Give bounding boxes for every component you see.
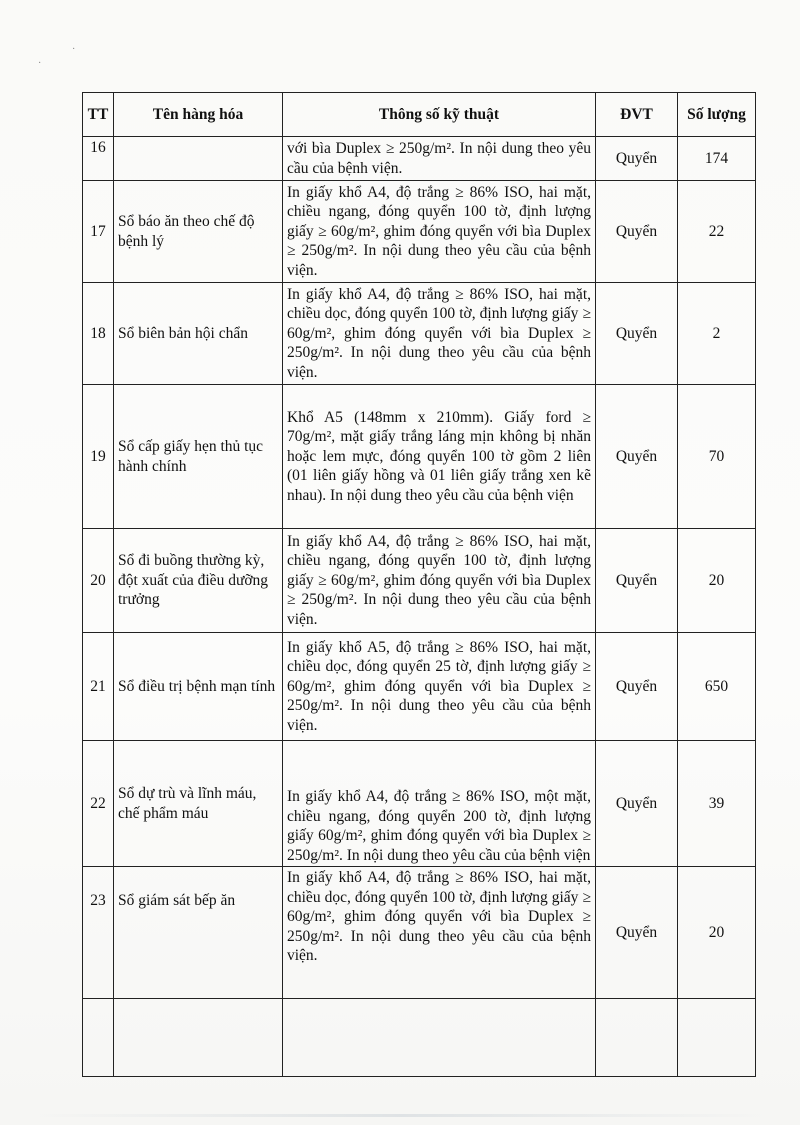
item-qty: 22	[678, 181, 756, 283]
header-qty: Số lượng	[678, 93, 756, 137]
table-row-empty	[83, 999, 756, 1077]
item-unit: Quyển	[596, 867, 678, 999]
item-name: Sổ giám sát bếp ăn	[114, 867, 283, 999]
row-number: 19	[83, 385, 114, 529]
row-number: 23	[83, 867, 114, 999]
item-unit: Quyển	[596, 529, 678, 633]
row-number: 22	[83, 741, 114, 867]
scan-speck: ·	[72, 44, 76, 55]
item-spec: Khổ A5 (148mm x 210mm). Giấy ford ≥ 70g/m², mặt giấy trắng láng mịn không bị nhăn hoặc lem mực, đóng quyển 100 tờ gồm 2 liên (01 liên giấy hồng và 01 liên giấy trắng xen kẽ nhau). In nội dung theo yêu cầu của bệnh viện	[283, 385, 596, 529]
specification-table	[82, 92, 756, 1077]
item-qty	[678, 999, 756, 1077]
row-number: 18	[83, 283, 114, 385]
table-row	[83, 385, 756, 529]
item-name: Sổ dự trù và lĩnh máu, chế phẩm máu	[114, 741, 283, 867]
row-number: 17	[83, 181, 114, 283]
row-number: 16	[83, 137, 114, 181]
table-row	[83, 529, 756, 633]
item-qty: 70	[678, 385, 756, 529]
table-row	[83, 181, 756, 283]
item-name: Sổ biên bản hội chẩn	[114, 283, 283, 385]
table-row	[83, 283, 756, 385]
scan-speck: ·	[38, 58, 42, 69]
item-spec: In giấy khổ A4, độ trắng ≥ 86% ISO, hai mặt, chiều ngang, đóng quyển 100 tờ, định lượng giấy ≥ 60g/m², ghim đóng quyển với bìa Duplex ≥ 250g/m². In nội dung theo yêu cầu của bệnh viện.	[283, 181, 596, 283]
item-name	[114, 999, 283, 1077]
header-name: Tên hàng hóa	[114, 93, 283, 137]
item-unit	[596, 999, 678, 1077]
item-spec: In giấy khổ A4, độ trắng ≥ 86% ISO, hai mặt, chiều dọc, đóng quyển 100 tờ, định lượng giấy ≥ 60g/m², ghim đóng quyển với bìa Duplex ≥ 250g/m². In nội dung theo yêu cầu của bệnh viện.	[283, 867, 596, 999]
header-unit: ĐVT	[596, 93, 678, 137]
item-name: Sổ cấp giấy hẹn thủ tục hành chính	[114, 385, 283, 529]
item-name: Sổ báo ăn theo chế độ bệnh lý	[114, 181, 283, 283]
item-unit: Quyển	[596, 385, 678, 529]
item-qty: 39	[678, 741, 756, 867]
item-spec: In giấy khổ A4, độ trắng ≥ 86% ISO, một mặt, chiều ngang, đóng quyển 200 tờ, định lượng giấy 60g/m², ghim đóng quyển với bìa Duplex ≥ 250g/m². In nội dung theo yêu cầu của bệnh viện	[283, 741, 596, 867]
table-row	[83, 741, 756, 867]
item-unit: Quyển	[596, 181, 678, 283]
table-row	[83, 867, 756, 999]
table-row	[83, 633, 756, 741]
item-unit: Quyển	[596, 741, 678, 867]
row-number	[83, 999, 114, 1077]
item-name: Sổ điều trị bệnh mạn tính	[114, 633, 283, 741]
scan-artifact	[30, 1114, 770, 1117]
item-spec: In giấy khổ A4, độ trắng ≥ 86% ISO, hai mặt, chiều ngang, đóng quyển 100 tờ, định lượng giấy ≥ 60g/m², ghim đóng quyển với bìa Duplex ≥ 250g/m². In nội dung theo yêu cầu của bệnh viện.	[283, 529, 596, 633]
item-spec: In giấy khổ A4, độ trắng ≥ 86% ISO, hai mặt, chiều dọc, đóng quyển 100 tờ, định lượng giấy ≥ 60g/m², ghim đóng quyển với bìa Duplex ≥ 250g/m². In nội dung theo yêu cầu của bệnh viện.	[283, 283, 596, 385]
item-spec: với bìa Duplex ≥ 250g/m². In nội dung theo yêu cầu của bệnh viện.	[283, 137, 596, 181]
row-number: 21	[83, 633, 114, 741]
item-qty: 2	[678, 283, 756, 385]
header-spec: Thông số kỹ thuật	[283, 93, 596, 137]
item-spec	[283, 999, 596, 1077]
item-name: Sổ đi buồng thường kỳ, đột xuất của điều dưỡng trưởng	[114, 529, 283, 633]
table-header-row	[83, 93, 756, 137]
row-number: 20	[83, 529, 114, 633]
table-row	[83, 137, 756, 181]
item-unit: Quyển	[596, 283, 678, 385]
item-qty: 174	[678, 137, 756, 181]
header-tt: TT	[83, 93, 114, 137]
item-unit: Quyển	[596, 137, 678, 181]
item-name	[114, 137, 283, 181]
item-qty: 650	[678, 633, 756, 741]
item-spec: In giấy khổ A5, độ trắng ≥ 86% ISO, hai mặt, chiều dọc, đóng quyển 25 tờ, định lượng giấy ≥ 60g/m², ghim đóng quyển với bìa Duplex ≥ 250g/m². In nội dung theo yêu cầu của bệnh viện.	[283, 633, 596, 741]
item-qty: 20	[678, 529, 756, 633]
item-qty: 20	[678, 867, 756, 999]
item-unit: Quyển	[596, 633, 678, 741]
